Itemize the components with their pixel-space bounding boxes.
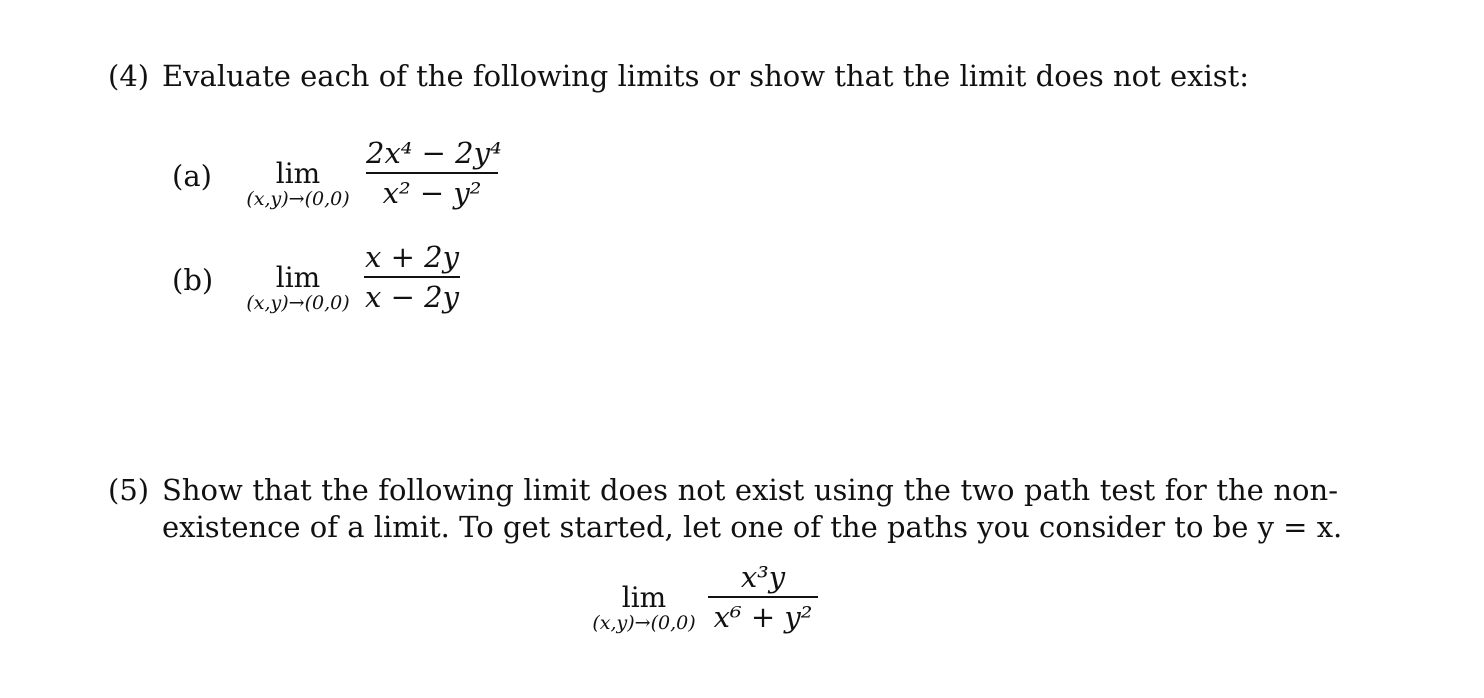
part-b-numerator: x + 2y <box>365 240 459 274</box>
part-a-fraction-bar <box>366 172 498 174</box>
problem-5-line-2: existence of a limit. To get started, let one of the paths you consider to be y = x. <box>162 510 1343 544</box>
part-b-denominator: x − 2y <box>365 279 459 314</box>
part-a-limit <box>236 157 360 210</box>
part-a-lim-word: lim <box>275 157 321 190</box>
part-b-lim-word: lim <box>275 261 321 294</box>
problem-5-lim-subscript: (x,y)→(0,0) <box>592 612 696 634</box>
problem-4-text: Evaluate each of the following limits or show that the limit does not exist: <box>162 59 1250 93</box>
part-b-limit <box>236 261 360 314</box>
problem-5-fraction-bar <box>708 596 818 598</box>
part-a-denominator: x² − y² <box>382 175 482 210</box>
part-b-fraction-bar <box>364 276 460 278</box>
part-b-fraction <box>364 240 460 314</box>
problem-5-fraction <box>708 560 818 634</box>
problem-5-denominator: x⁶ + y² <box>713 599 813 634</box>
part-b-lim-subscript: (x,y)→(0,0) <box>246 292 350 314</box>
part-a-fraction <box>366 136 502 210</box>
problem-5-line-1: Show that the following limit does not exist using the two path test for the non- <box>162 473 1338 507</box>
problem-5-lim-word: lim <box>621 581 667 614</box>
problem-5-numerator: x³y <box>740 560 786 594</box>
problem-5-limit <box>582 581 706 634</box>
problem-4-number: (4) <box>108 59 150 93</box>
part-b-label: (b) <box>172 263 214 297</box>
part-a-numerator: 2x⁴ − 2y⁴ <box>366 136 502 170</box>
part-a-label: (a) <box>172 159 212 193</box>
problem-5-number: (5) <box>108 473 150 507</box>
part-a-lim-subscript: (x,y)→(0,0) <box>246 188 350 210</box>
